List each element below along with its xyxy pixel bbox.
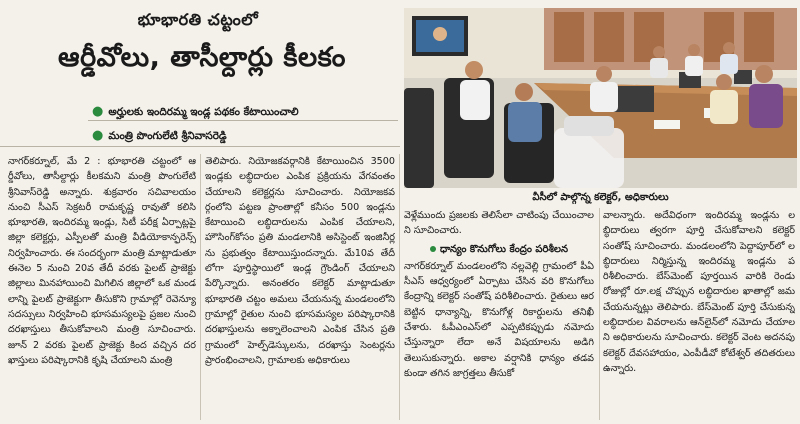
column-divider xyxy=(599,208,600,420)
bullet-icon: ● xyxy=(92,128,104,143)
headline-kicker: భూభారతి చట్టంలో xyxy=(137,10,259,29)
column-3-paragraph-2: నాగర్‌కర్నూల్ మండలంలోని నల్లవెల్లి గ్రామంలో పీఏసీఎస్ ఆధ్వర్యంలో ఏర్పాటు చేసిన వరి కొనుగోలు కేంద్రాన్ని కలెక్టర్ సంతోష్ పరిశీలించారు. రైతులు ఆరబెట్టిన ధాన్యాన్ని, కొనుగోళ్ల రికార్డులను తనిఖీ చేశారు. ఓపీఎంఎస్‌లో ఎప్పటికప్పుడు నమోదు చేస్తున్నారా లేదా అనే విషయాలను అడిగి తెలుసుకున్నారు. అకాల వర్షానికి ధాన్యం తడవకుండా తగిన జాగ్రత్తలు తీసుకో xyxy=(404,260,594,379)
article-column-2: తెలిపారు. నియోజకవర్గానికి కేటాయించిన 3500 ఇండ్లకు లబ్ధిదారుల ఎంపిక ప్రక్రియను వేగవంతం చేయాలని కలెక్టర్లను సూచించారు. నియోజకవర్గంలోని పట్టణ ప్రాంతాల్లో కనీసం 500 ఇండ్లను కేటాయించి లబ్ధిదారులను ఎంపిక చేయాలని, హౌసింగ్‌కోసం ప్రతి మండలానికి అసిస్టెంట్ ఇంజినీర్లను ప్రభుత్వం కేటాయిస్తుందన్నారు. మే10వ తేదీ లోగా పూర్తిస్థాయిలో ఇండ్ల గ్రౌండింగ్ చేయాలని పేర్కొన్నారు. అనంతరం కలెక్టర్ మాట్లాడుతూ భూభారతి చట్టం అమలు చేయనున్న మండలంలోని గ్రామాల్లో రైతుల నుంచి భూసమస్యల పరిష్కారానికి దరఖాస్తులను అక్నాలెంచాలని ఎంపిక చేసిన ప్రతి గ్రామంలో హెల్ప్‌డెస్కులను, దరఖాస్తు సెంటర్లను ప్రారంభించాలని, గ్రామాలకు అధికారులు xyxy=(205,156,395,366)
section-subheading-text: ధాన్యం కొనుగోలు కేంద్రం పరిశీలన xyxy=(439,243,569,255)
subheading-2-text: మంత్రి పొంగులేటి శ్రీనివాసరెడ్డి xyxy=(108,130,227,142)
article-column-3 xyxy=(404,208,594,422)
subheading-1 xyxy=(92,104,398,121)
column-3-paragraph-1: వెళ్లేముందు ప్రజలకు తెలిసేలా చాటింపు చేయించాలని సూచించారు. xyxy=(404,210,594,237)
section-subheading xyxy=(404,242,594,257)
subheading-1-text: అర్హులకు ఇందిరమ్మ ఇండ్ల పథకం కేటాయించాలి xyxy=(108,106,299,118)
conference-room-image xyxy=(404,8,797,188)
column-divider xyxy=(399,154,400,420)
meeting-photo xyxy=(404,8,797,188)
column-divider xyxy=(200,154,201,420)
subheading-2 xyxy=(92,128,398,145)
divider xyxy=(0,146,400,147)
article-column-1: నాగర్‌కర్నూల్, మే 2 : భూభారతి చట్టంలో ఆర్డీవోలు, తాసీల్దార్లు కీలకమని మంత్రి పొంగులేటి శ్రీనివాస్‌రెడ్డి అన్నారు. శుక్రవారం సచివాలయం నుంచి సీఎస్ సెక్రటరీ రామకృష్ణ రావుతో కలిసి భూభారతి, ఇందిరమ్మ ఇండ్లు, సిటీ పరీక్ష ఏర్పాట్లపై జిల్లా కలెక్టర్లు, ఎస్పీలతో మంత్రి వీడియోకాన్ఫరెన్స్ నిర్వహించారు. ఈ సందర్భంగా మంత్రి మాట్లాడుతూ ఈనెల 5 నుంచి 20వ తేదీ వరకు పైలట్ ప్రాజెక్టు జిల్లాలు మినహాయించి మిగిలిన జిల్లాలో ఒక మండలాన్ని పైలట్ ప్రాజెక్టుగా తీసుకొని గ్రామాల్లో రెవెన్యూ సదస్సులు నిర్వహించి భూసమస్యలపై ప్రజల నుంచి దరఖాస్తులు తీసుకోవాలని మంత్రి సూచించారు. జూన్ 2 వరకు పైలట్ ప్రాజెక్టు కింద వచ్చిన దరఖాస్తులు పరిష్కారానికి కృషి చేయాలని మంత్రి xyxy=(8,156,196,366)
photo-caption: వీసీలో పాల్గొన్న కలెక్టర్, అధికారులు xyxy=(532,192,669,203)
headline: ఆర్డీవోలు, తాసీల్దార్లు కీలకం xyxy=(58,42,346,73)
bullet-icon xyxy=(430,246,436,252)
bullet-icon: ● xyxy=(92,104,104,119)
article-column-4: వాలన్నారు. అదేవిధంగా ఇందిరమ్మ ఇండ్లను లబ్ధిదారులు త్వరగా పూర్తి చేసుకోవాలని కలెక్టర్ సంతోష్ సూచించారు. మండలంలోని పెద్దాపూర్‌లో లబ్ధిదారులు నిర్మిస్తున్న ఇందిరమ్మ ఇండ్లను పరిశీలించారు. బేస్‌మెంట్ పూర్తయిన వారికి రెండు రోజుల్లో రూ.లక్ష చొప్పున లబ్ధిదారుల ఖాతాల్లో జమ చేయనున్నట్లు తెలిపారు. బేస్‌మెంట్ పూర్తి చేసుకున్న లబ్ధిదారుల వివరాలను ఆన్‌లైన్‌లో నమోదు చేయాలని అధికారులను సూచించారు. కలెక్టర్ వెంట అదనపు కలెక్టర్ దేవసహాయం, ఎంపీడీవో కోటేశ్వర్ తదితరులు ఉన్నారు. xyxy=(603,210,795,374)
